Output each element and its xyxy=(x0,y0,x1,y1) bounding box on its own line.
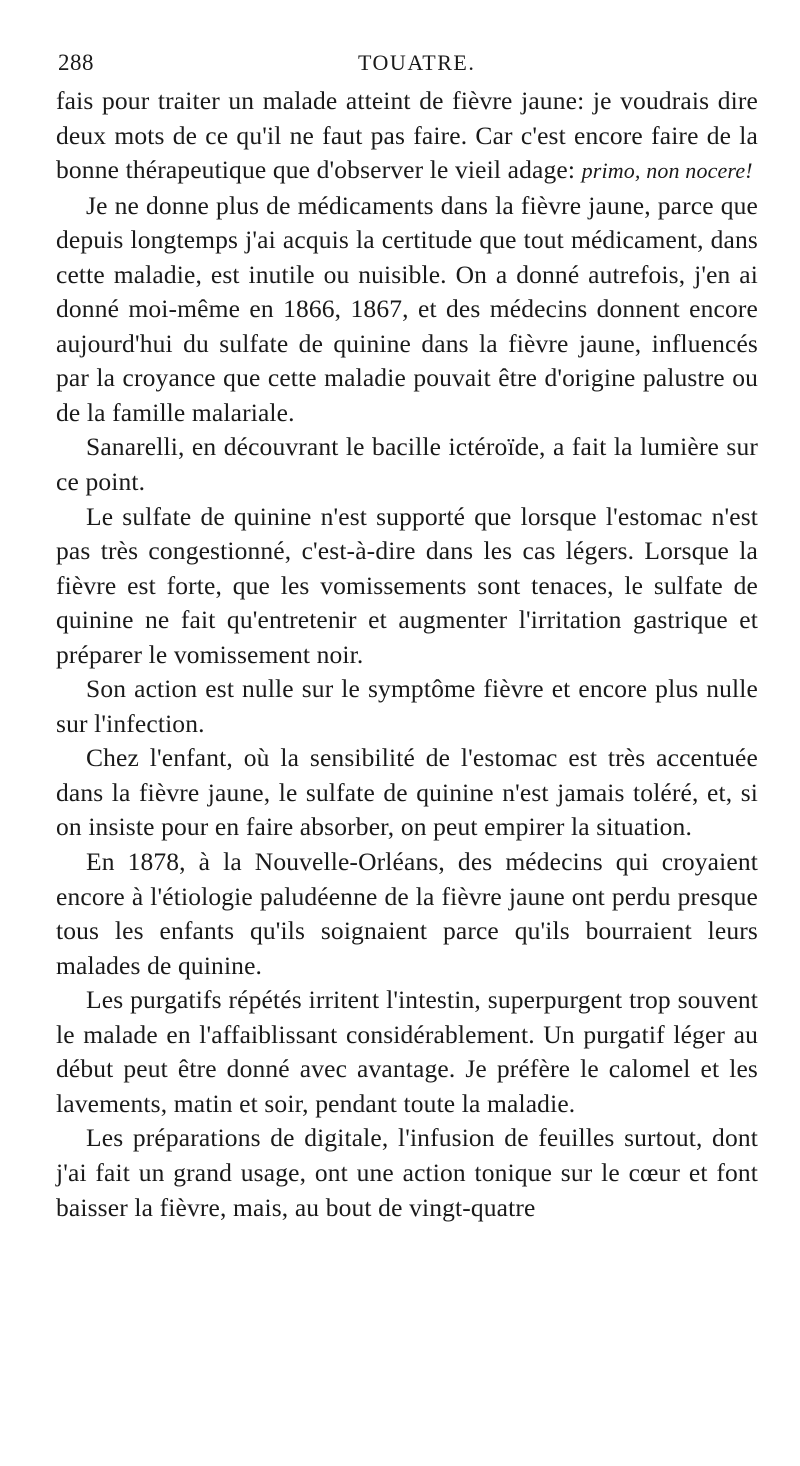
running-head xyxy=(58,50,758,82)
paragraph-4: Le sulfate de quinine n'est supporté que lorsque l'estomac n'est pas très congestionné, c'est-à-dire dans les cas légers. Lorsque la fièvre est forte, que les vomissements sont tenaces, le sulfate de quinine ne fait qu'entretenir et augmenter l'irritation gastrique et préparer le vomissement noir. xyxy=(56,501,758,669)
paragraph-8: Les purgatifs répétés irritent l'intestin, superpurgent trop souvent le malade en l'affaiblissant considérablement. Un purgatif léger au début peut être donné avec avantage. Je préfère le calomel et les lavements, matin et soir, pendant toute la maladie. xyxy=(56,985,758,1118)
paragraph-6: Chez l'enfant, où la sensibilité de l'estomac est très accentuée dans la fièvre jaune, le sulfate de quinine n'est jamais toléré, et, si on insiste pour en faire absorber, on peut empirer la situation. xyxy=(56,743,758,842)
body-text xyxy=(56,84,758,1225)
paragraph-1 xyxy=(56,84,758,189)
paragraph-2: Je ne donne plus de médicaments dans la fièvre jaune, parce que depuis longtemps j'ai acquis la certitude que tout médicament, dans cette maladie, est inutile ou nuisible. On a donné autrefois, j'en ai donné moi-même en 1866, 1867, et des médecins donnent encore aujourd'hui du sulfate de quinine dans la fièvre jaune, influencés par la croyance que cette maladie pouvait être d'origine palustre ou de la famille malariale. xyxy=(56,190,758,427)
paragraph-5: Son action est nulle sur le symptôme fièvre et encore plus nulle sur l'infection. xyxy=(56,674,758,738)
latin-adage: primo, non nocere! xyxy=(581,158,753,184)
paragraph-1-text: fais pour traiter un malade atteint de fièvre jaune: je voudrais dire deux mots de ce qu'il ne faut pas faire. Car c'est encore faire de la bonne thérapeutique que d'observer le vieil adage: xyxy=(56,86,758,185)
paragraph-9: Les préparations de digitale, l'infusion de feuilles surtout, dont j'ai fait un grand usage, ont une action tonique sur le cœur et font baisser la fièvre, mais, au bout de vingt-quatre xyxy=(56,1123,758,1222)
running-title: TOUATRE. xyxy=(358,50,476,75)
page-number: 288 xyxy=(58,50,94,75)
paragraph-7: En 1878, à la Nouvelle-Orléans, des médecins qui croyaient encore à l'étiologie paludéenne de la fièvre jaune ont perdu presque tous les enfants qu'ils soignaient parce qu'ils bourraient leurs malades de quinine. xyxy=(56,847,758,980)
paragraph-3: Sanarelli, en découvrant le bacille ictéroïde, a fait la lumière sur ce point. xyxy=(56,432,758,497)
